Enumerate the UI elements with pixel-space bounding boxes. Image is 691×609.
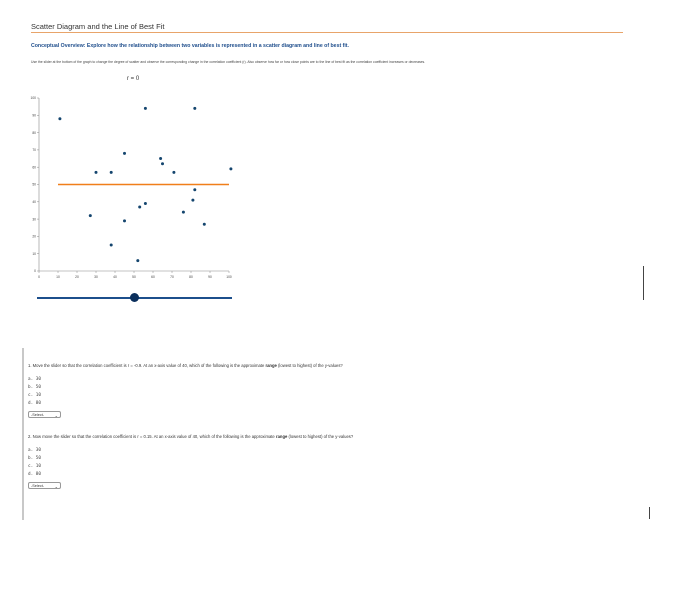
data-point (172, 171, 175, 174)
data-point (161, 162, 164, 165)
question-1-suffix: (lowest to highest) of the y-values? (276, 363, 343, 368)
x-tick-label: 0 (38, 275, 40, 279)
y-tick-label: 20 (32, 234, 36, 239)
x-tick-label: 80 (189, 275, 193, 279)
y-tick-label: 40 (32, 200, 36, 204)
y-tick-label: 70 (32, 148, 36, 153)
correlation-coefficient-label: r = 0 (127, 76, 140, 82)
x-tick-label: 10 (56, 275, 60, 279)
x-tick-label: 60 (151, 275, 155, 279)
question-2-prefix: 2. Now move the slider so that the correlation coefficient is r = 0.15. At an x-axis value of 40, which of the following is the approximate (28, 434, 276, 439)
question-1-option-b: b. 50 (28, 385, 41, 390)
y-tick-label: 0 (34, 269, 36, 274)
x-tick-label: 50 (132, 275, 136, 279)
scatter-plot (28, 82, 238, 282)
question-1-option-c: c. 10 (28, 393, 41, 398)
x-tick-label: 100 (226, 275, 232, 279)
question-2-option-b: b. 50 (28, 456, 41, 461)
question-1-option-a: a. 30 (28, 377, 41, 382)
data-point (123, 152, 126, 155)
title-divider (31, 32, 623, 33)
conceptual-overview: Conceptual Overview: Explore how the relationship between two variables is represented in a scatter diagram and line of best fit. (31, 43, 349, 49)
data-point (138, 205, 141, 208)
y-tick-label: 30 (32, 217, 36, 222)
data-point (144, 202, 147, 205)
x-tick-label: 70 (170, 275, 174, 279)
y-tick-label: 60 (32, 165, 36, 170)
data-point (229, 167, 232, 170)
right-border-line-lower (649, 507, 650, 519)
x-tick-label: 30 (94, 275, 98, 279)
question-1-prefix: 1. Move the slider so that the correlation coefficient is r = -0.9. At an x-axis value of 40, which of the following is the approximate (28, 363, 266, 368)
y-tick-label: 10 (32, 251, 36, 256)
question-2-option-c: c. 10 (28, 464, 41, 469)
chevron-down-icon: ⌄ (54, 484, 58, 489)
right-border-line (643, 266, 644, 300)
correlation-slider-thumb[interactable] (130, 293, 139, 302)
data-point (182, 211, 185, 214)
question-1-text (28, 363, 343, 368)
data-point (203, 223, 206, 226)
data-point (136, 259, 139, 262)
x-tick-label: 20 (75, 275, 79, 279)
question-1-bold: range (265, 363, 277, 368)
questions-panel-border (22, 348, 24, 520)
x-tick-label: 40 (113, 275, 117, 279)
chevron-down-icon: ⌄ (54, 413, 58, 418)
data-point (193, 188, 196, 191)
data-point (191, 199, 194, 202)
data-point (144, 107, 147, 110)
x-tick-label: 90 (208, 275, 212, 279)
question-1-select-value: -Select- (31, 413, 45, 417)
data-point (193, 107, 196, 110)
question-2-option-a: a. 30 (28, 448, 41, 453)
data-point (123, 219, 126, 222)
data-point (95, 171, 98, 174)
question-2-bold: range (275, 434, 288, 439)
question-2-text (28, 434, 353, 439)
question-2-select[interactable] (28, 482, 61, 489)
y-tick-label: 50 (32, 182, 36, 187)
data-point (159, 157, 162, 160)
page-title: Scatter Diagram and the Line of Best Fit (31, 22, 165, 31)
y-tick-label: 90 (32, 113, 36, 118)
data-point (58, 117, 61, 120)
instructions-text: Use the slider at the bottom of the graph to change the degree of scatter and observe the corresponding change in the correlation coefficient (r). Also observe how far or how close points are to the line of best fit as the correlation coefficient increases or decreases. (31, 60, 426, 64)
data-point (89, 214, 92, 217)
question-1-option-d: d. 80 (28, 401, 41, 406)
question-1-select[interactable] (28, 411, 61, 418)
question-2-select-value: -Select- (31, 484, 45, 488)
data-point (110, 244, 113, 247)
question-2-suffix: (lowest to highest) of the y-values? (287, 434, 354, 439)
data-point (110, 171, 113, 174)
question-2-option-d: d. 80 (28, 472, 41, 477)
y-tick-label: 80 (32, 130, 36, 135)
y-tick-label: 100 (30, 96, 36, 101)
